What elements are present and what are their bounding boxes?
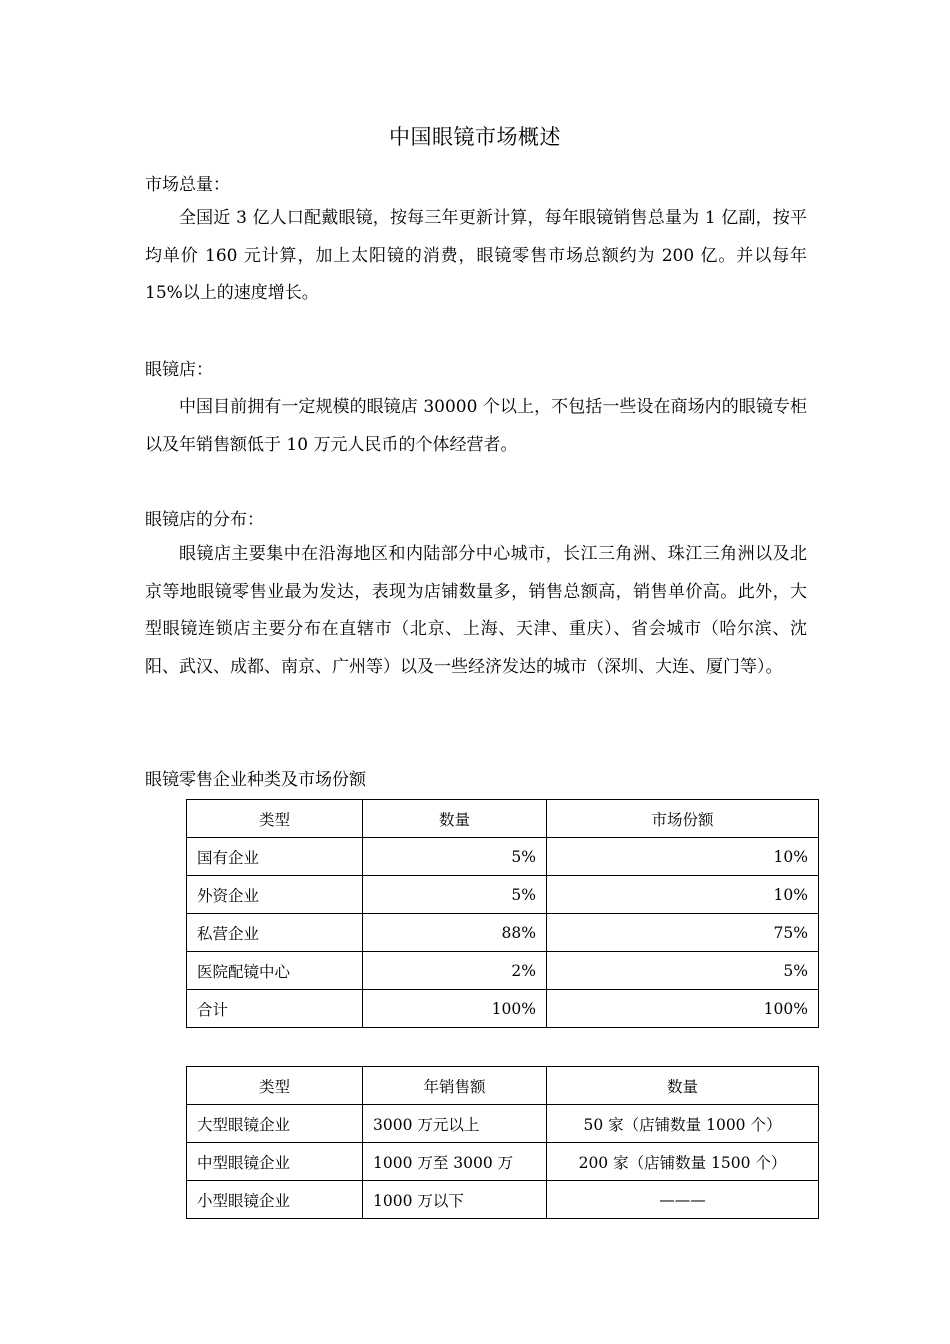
table-row — [187, 952, 819, 990]
table-row — [187, 1105, 819, 1143]
share-cell: 75% — [547, 914, 819, 952]
share-cell: 5% — [547, 952, 819, 990]
annual-sales-cell: 1000 万至 3000 万 — [363, 1143, 547, 1181]
table-row — [187, 876, 819, 914]
count-cell: 88% — [363, 914, 547, 952]
count-cell: 200 家（店铺数量 1500 个） — [547, 1143, 819, 1181]
share-cell: 10% — [547, 838, 819, 876]
type-cell: 国有企业 — [187, 838, 363, 876]
section-heading-distribution: 眼镜店的分布： — [145, 510, 264, 530]
header-cell: 市场份额 — [547, 800, 819, 838]
enterprise-size-table — [186, 1066, 819, 1219]
header-cell: 数量 — [363, 800, 547, 838]
document-title: 中国眼镜市场概述 — [389, 125, 561, 149]
section-paragraph-market-total: 全国近 3 亿人口配戴眼镜，按每三年更新计算，每年眼镜销售总量为 1 亿副，按平均单价 160 元计算，加上太阳镜的消费，眼镜零售市场总额约为 200 亿。并以每年 15%以上的速度增长。 — [145, 208, 807, 303]
header-cell: 年销售额 — [363, 1067, 547, 1105]
table-row — [187, 1181, 819, 1219]
header-cell: 类型 — [187, 1067, 363, 1105]
table-row — [187, 838, 819, 876]
section-paragraph-distribution: 眼镜店主要集中在沿海地区和内陆部分中心城市，长江三角洲、珠江三角洲以及北京等地眼镜零售业最为发达，表现为店铺数量多，销售总额高，销售单价高。此外，大型眼镜连锁店主要分布在直辖市（北京、上海、天津、重庆）、省会城市（哈尔滨、沈阳、武汉、成都、南京、广州等）以及一些经济发达的城市（深圳、大连、厦门等）。 — [145, 544, 807, 677]
section-heading-market-total: 市场总量： — [145, 175, 230, 195]
type-cell: 私营企业 — [187, 914, 363, 952]
type-cell: 大型眼镜企业 — [187, 1105, 363, 1143]
table-row — [187, 914, 819, 952]
type-cell: 合计 — [187, 990, 363, 1028]
section-heading-stores: 眼镜店： — [145, 360, 213, 380]
count-cell: ——— — [547, 1181, 819, 1219]
type-cell: 医院配镜中心 — [187, 952, 363, 990]
share-cell: 100% — [547, 990, 819, 1028]
annual-sales-cell: 1000 万以下 — [363, 1181, 547, 1219]
count-cell: 2% — [363, 952, 547, 990]
header-cell: 类型 — [187, 800, 363, 838]
market-share-table — [186, 799, 819, 1028]
header-cell: 数量 — [547, 1067, 819, 1105]
type-cell: 小型眼镜企业 — [187, 1181, 363, 1219]
type-cell: 外资企业 — [187, 876, 363, 914]
table-header-row — [187, 1067, 819, 1105]
type-cell: 中型眼镜企业 — [187, 1143, 363, 1181]
table-header-row — [187, 800, 819, 838]
table-row-total — [187, 990, 819, 1028]
count-cell: 5% — [363, 876, 547, 914]
count-cell: 50 家（店铺数量 1000 个） — [547, 1105, 819, 1143]
share-cell: 10% — [547, 876, 819, 914]
count-cell: 100% — [363, 990, 547, 1028]
table1-caption: 眼镜零售企业种类及市场份额 — [145, 770, 366, 790]
count-cell: 5% — [363, 838, 547, 876]
table-row — [187, 1143, 819, 1181]
section-paragraph-stores: 中国目前拥有一定规模的眼镜店 30000 个以上，不包括一些设在商场内的眼镜专柜以及年销售额低于 10 万元人民币的个体经营者。 — [145, 397, 807, 455]
annual-sales-cell: 3000 万元以上 — [363, 1105, 547, 1143]
